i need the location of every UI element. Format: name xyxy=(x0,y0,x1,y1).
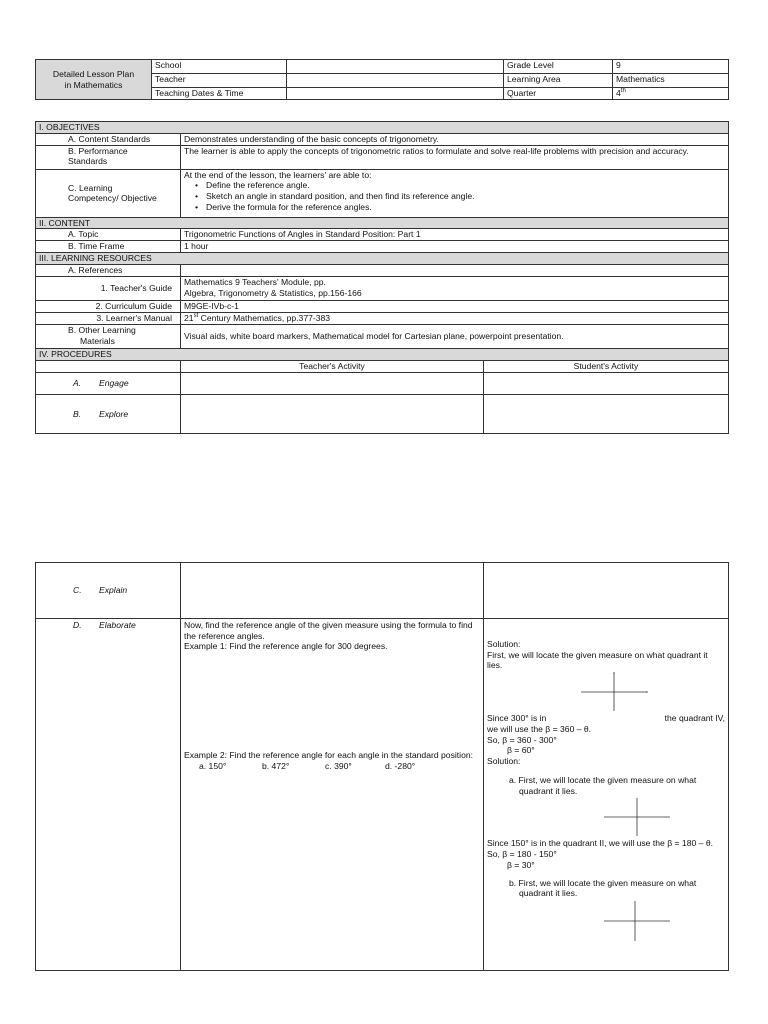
list-item: b. 472° xyxy=(262,760,290,771)
school-label: School xyxy=(152,60,287,74)
elaborate-label: D. Elaborate xyxy=(36,619,181,971)
explain-student-cell xyxy=(484,563,729,619)
teachers-guide-label: 1. Teacher's Guide xyxy=(36,277,181,301)
procedures-heading: IV. PROCEDURES xyxy=(36,349,729,361)
solution-2-label: Solution: xyxy=(487,756,521,767)
cartesian-axes-icon xyxy=(602,899,672,943)
area-value: Mathematics xyxy=(613,74,729,88)
topic-text: Trigonometric Functions of Angles in Standard Position: Part 1 xyxy=(181,229,729,241)
competency-text: At the end of the lesson, the learners' are able to: • Define the reference angle. • Sketch an angle in standard position, and then find its reference angle. • Derive the formula for the reference angles. xyxy=(181,169,729,217)
curriculum-guide-text: M9GE-IVb-c-1 xyxy=(181,301,729,313)
engage-label: A. Engage xyxy=(36,372,181,394)
explore-label: B. Explore xyxy=(36,394,181,433)
school-field[interactable] xyxy=(287,60,504,74)
content-heading: II. CONTENT xyxy=(36,217,729,229)
solution-1-text: First, we will locate the given measure on what quadrant it lies. xyxy=(487,649,708,671)
competency-list xyxy=(184,180,725,212)
header-table xyxy=(35,59,729,100)
elaborate-student-cell xyxy=(484,619,729,971)
teacher-label: Teacher xyxy=(152,74,287,88)
explain-label: C. Explain xyxy=(36,563,181,619)
time-frame-label: B. Time Frame xyxy=(36,241,181,253)
engage-student-cell xyxy=(484,372,729,394)
performance-standards-text: The learner is able to apply the concepts of trigonometric ratios to formulate and solve real-life problems with precision and accuracy. xyxy=(181,145,729,169)
explore-student-cell xyxy=(484,394,729,433)
solution-1-result: β = 60° xyxy=(507,745,535,756)
other-materials-label: B. Other Learning Materials xyxy=(36,325,181,349)
solution-1-formula: we will use the β = 360 – θ. xyxy=(487,723,592,734)
cartesian-axes-icon xyxy=(579,671,649,713)
quarter-value: 4th xyxy=(613,88,729,100)
elaborate-intro: Now, find the reference angle of the given measure using the formula to find the reference angles. xyxy=(184,620,473,641)
lesson-table xyxy=(35,121,729,434)
explore-teacher-cell xyxy=(181,394,484,433)
performance-standards-label: B. Performance Standards xyxy=(36,145,181,169)
solution-2-result: β = 30° xyxy=(507,859,535,870)
engage-teacher-cell xyxy=(181,372,484,394)
references-label: A. References xyxy=(36,265,181,277)
competency-label: C. Learning Competency/ Objective xyxy=(36,169,181,217)
solution-1-since: Since 300° is in the quadrant IV, xyxy=(487,713,725,724)
example-1: Example 1: Find the reference angle for 300 degrees. xyxy=(184,641,388,652)
solution-2-so: So, β = 180 - 150° xyxy=(487,849,557,860)
references-text xyxy=(181,265,729,277)
procedures-blank xyxy=(36,360,181,372)
topic-label: A. Topic xyxy=(36,229,181,241)
solution-1-label: Solution: xyxy=(487,639,521,649)
curriculum-guide-label: 2. Curriculum Guide xyxy=(36,301,181,313)
learners-manual-text: 21st Century Mathematics, pp.377-383 xyxy=(181,313,729,325)
list-item: • Derive the formula for the reference angles. xyxy=(206,202,725,213)
teacher-field[interactable] xyxy=(287,74,504,88)
elaborate-teacher-cell xyxy=(181,619,484,971)
lesson-plan-title: Detailed Lesson Plan in Mathematics xyxy=(36,60,152,100)
list-item: c. 390° xyxy=(325,760,352,771)
list-item: a. 150° xyxy=(199,760,227,771)
area-label: Learning Area xyxy=(504,74,613,88)
cartesian-axes-icon xyxy=(602,796,672,838)
dates-field[interactable] xyxy=(287,88,504,100)
solution-1-so: So, β = 360 - 300° xyxy=(487,734,557,745)
solution-2-since: Since 150° is in the quadrant II, we will use the β = 180 – θ. xyxy=(487,838,713,849)
example-2: Example 2: Find the reference angle for each angle in the standard position: xyxy=(184,750,474,761)
content-standards-label: A. Content Standards xyxy=(36,133,181,145)
solution-2-a: a. First, we will locate the given measure on what quadrant it lies. xyxy=(509,774,697,796)
list-item: • Sketch an angle in standard position, and then find its reference angle. xyxy=(206,191,725,202)
procedures-table-continued xyxy=(35,562,729,971)
student-activity-heading: Student's Activity xyxy=(484,360,729,372)
grade-value: 9 xyxy=(613,60,729,74)
content-standards-text: Demonstrates understanding of the basic concepts of trigonometry. xyxy=(181,133,729,145)
teacher-activity-heading: Teacher's Activity xyxy=(181,360,484,372)
explain-teacher-cell xyxy=(181,563,484,619)
list-item: • Define the reference angle. xyxy=(206,180,725,191)
quarter-label: Quarter xyxy=(504,88,613,100)
solution-2-b: b. First, we will locate the given measure on what quadrant it lies. xyxy=(509,877,697,899)
list-item: d. -280° xyxy=(385,760,416,771)
dates-label: Teaching Dates & Time xyxy=(152,88,287,100)
objectives-heading: I. OBJECTIVES xyxy=(36,122,729,134)
example-2-items xyxy=(184,761,480,772)
other-materials-text: Visual aids, white board markers, Mathematical model for Cartesian plane, powerpoint presentation. xyxy=(181,325,729,349)
learners-manual-label: 3. Learner's Manual xyxy=(36,313,181,325)
time-frame-text: 1 hour xyxy=(181,241,729,253)
resources-heading: III. LEARNING RESOURCES xyxy=(36,253,729,265)
teachers-guide-text: Mathematics 9 Teachers' Module, pp. Algebra, Trigonometry & Statistics, pp.156-166 xyxy=(181,277,729,301)
grade-label: Grade Level xyxy=(504,60,613,74)
